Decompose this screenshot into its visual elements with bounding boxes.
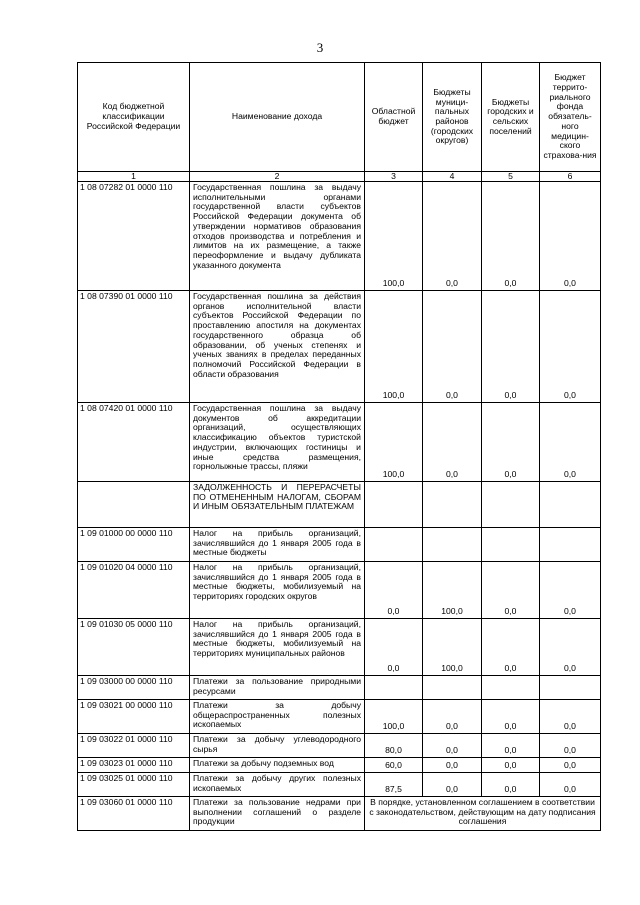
row-value-fund [540,528,601,562]
row-value-fund: 0,0 [540,619,601,676]
row-code: 1 09 03021 00 0000 110 [78,700,190,734]
header-regional-budget: Областной бюджет [365,63,423,172]
row-code: 1 08 07420 01 0000 110 [78,403,190,482]
revenue-distribution-table [77,62,601,831]
row-value-settlement: 0,0 [482,403,540,482]
row-code: 1 09 03025 01 0000 110 [78,773,190,797]
page-number: 3 [316,40,324,55]
header-name: Наименование дохода [190,63,365,172]
table-header-row [78,63,601,172]
row-name: Платежи за добычу других полезных ископаемых [190,773,365,797]
row-code: 1 09 01020 04 0000 110 [78,562,190,619]
section-row [78,482,601,528]
column-number: 4 [423,172,482,182]
row-value-settlement [482,528,540,562]
row-value-settlement: 0,0 [482,700,540,734]
row-value-municipal: 0,0 [423,700,482,734]
row-value-fund: 0,0 [540,562,601,619]
row-name: Налог на прибыль организаций, зачислявшийся до 1 января 2005 года в местные бюджеты, мобилизуемый на территориях муниципальных районов [190,619,365,676]
row-value-settlement: 0,0 [482,758,540,773]
row-value-municipal: 0,0 [423,182,482,291]
row-name: Платежи за пользование природными ресурсами [190,676,365,700]
table-row [78,797,601,831]
row-code [78,482,190,528]
table-row [78,528,601,562]
row-name: Платежи за добычу подземных вод [190,758,365,773]
row-value-municipal [423,676,482,700]
row-value-municipal: 0,0 [423,773,482,797]
row-value-settlement: 0,0 [482,619,540,676]
row-code: 1 09 03022 01 0000 110 [78,734,190,758]
column-number: 2 [190,172,365,182]
row-code: 1 08 07390 01 0000 110 [78,291,190,403]
row-name: Платежи за пользование недрами при выполнении соглашений о разделе продукции [190,797,365,831]
row-value-settlement: 0,0 [482,182,540,291]
row-value-fund: 0,0 [540,758,601,773]
row-value-municipal: 0,0 [423,291,482,403]
row-value-settlement [482,482,540,528]
row-value-settlement: 0,0 [482,562,540,619]
table-row [78,291,601,403]
table-row [78,562,601,619]
row-value-fund: 0,0 [540,700,601,734]
column-number-row [78,172,601,182]
row-code: 1 09 01030 05 0000 110 [78,619,190,676]
row-value-fund: 0,0 [540,291,601,403]
row-value-settlement: 0,0 [482,291,540,403]
row-name: Платежи за добычу общераспространенных полезных ископаемых [190,700,365,734]
row-value-settlement: 0,0 [482,734,540,758]
table-row [78,758,601,773]
row-value-regional: 100,0 [365,291,423,403]
row-value-municipal: 0,0 [423,403,482,482]
row-value-municipal: 0,0 [423,734,482,758]
row-name: Государственная пошлина за действия органов исполнительной власти субъектов Российской Федерации по проставлению апостиля на документах государственного образца об образовании, об ученых степенях и ученых званиях в пределах переданных полномочий Российской Федерации в области образования [190,291,365,403]
row-value-fund: 0,0 [540,773,601,797]
row-value-fund [540,676,601,700]
row-name: Налог на прибыль организаций, зачислявшийся до 1 января 2005 года в местные бюджеты [190,528,365,562]
row-value-regional [365,528,423,562]
row-value-regional: 87,5 [365,773,423,797]
column-number: 1 [78,172,190,182]
row-value-regional: 60,0 [365,758,423,773]
row-value-regional: 100,0 [365,700,423,734]
row-value-settlement: 0,0 [482,773,540,797]
section-title: ЗАДОЛЖЕННОСТЬ И ПЕРЕРАСЧЕТЫ ПО ОТМЕНЕННЫМ НАЛОГАМ, СБОРАМ И ИНЫМ ОБЯЗАТЕЛЬНЫМ ПЛАТЕЖАМ [190,482,365,528]
row-name: Платежи за добычу углеводородного сырья [190,734,365,758]
row-value-regional [365,482,423,528]
table-row [78,734,601,758]
row-value-municipal: 100,0 [423,619,482,676]
row-value-municipal [423,528,482,562]
row-name: Государственная пошлина за выдачу исполнительными органами государственной власти субъектов Российской Федерации документа об утверждении нормативов образования отходов производства и потребления и лимитов на их размещение, а также переоформление и выдачу дубликата указанного документа [190,182,365,291]
header-medical-insurance-fund: Бюджет террито-риального фонда обязатель-ного медицин-ского страхова-ния [540,63,601,172]
row-code: 1 08 07282 01 0000 110 [78,182,190,291]
header-settlement-budgets: Бюджеты городских и сельских поселений [482,63,540,172]
table-row [78,676,601,700]
row-value-fund: 0,0 [540,734,601,758]
row-value-regional: 100,0 [365,403,423,482]
row-value-municipal [423,482,482,528]
row-value-regional: 0,0 [365,562,423,619]
row-value-fund: 0,0 [540,182,601,291]
header-municipal-budgets: Бюджеты муници-пальных районов (городских округов) [423,63,482,172]
table-row [78,182,601,291]
row-value-fund: 0,0 [540,403,601,482]
row-value-municipal: 0,0 [423,758,482,773]
row-value-regional [365,676,423,700]
row-name: Налог на прибыль организаций, зачислявшийся до 1 января 2005 года в местные бюджеты, мобилизуемый на территориях городских округов [190,562,365,619]
table-row [78,700,601,734]
table-row [78,619,601,676]
row-code: 1 09 03060 01 0000 110 [78,797,190,831]
row-name: Государственная пошлина за выдачу документов об аккредитации организаций, осуществляющих классификацию объектов туристской индустрии, включающих гостиницы и иные средства размещения, горнолыжные трассы, пляжи [190,403,365,482]
row-value-regional: 100,0 [365,182,423,291]
column-number: 6 [540,172,601,182]
row-code: 1 09 03023 01 0000 110 [78,758,190,773]
row-value-regional: 80,0 [365,734,423,758]
column-number: 5 [482,172,540,182]
row-value-fund [540,482,601,528]
row-distribution-note: В порядке, установленном соглашением в соответствии с законодательством, действующим на дату подписания соглашения [365,797,601,831]
row-value-regional: 0,0 [365,619,423,676]
row-code: 1 09 01000 00 0000 110 [78,528,190,562]
table-row [78,403,601,482]
row-code: 1 09 03000 00 0000 110 [78,676,190,700]
row-value-municipal: 100,0 [423,562,482,619]
column-number: 3 [365,172,423,182]
header-code: Код бюджетной классификации Российской Федерации [78,63,190,172]
table-row [78,773,601,797]
row-value-settlement [482,676,540,700]
